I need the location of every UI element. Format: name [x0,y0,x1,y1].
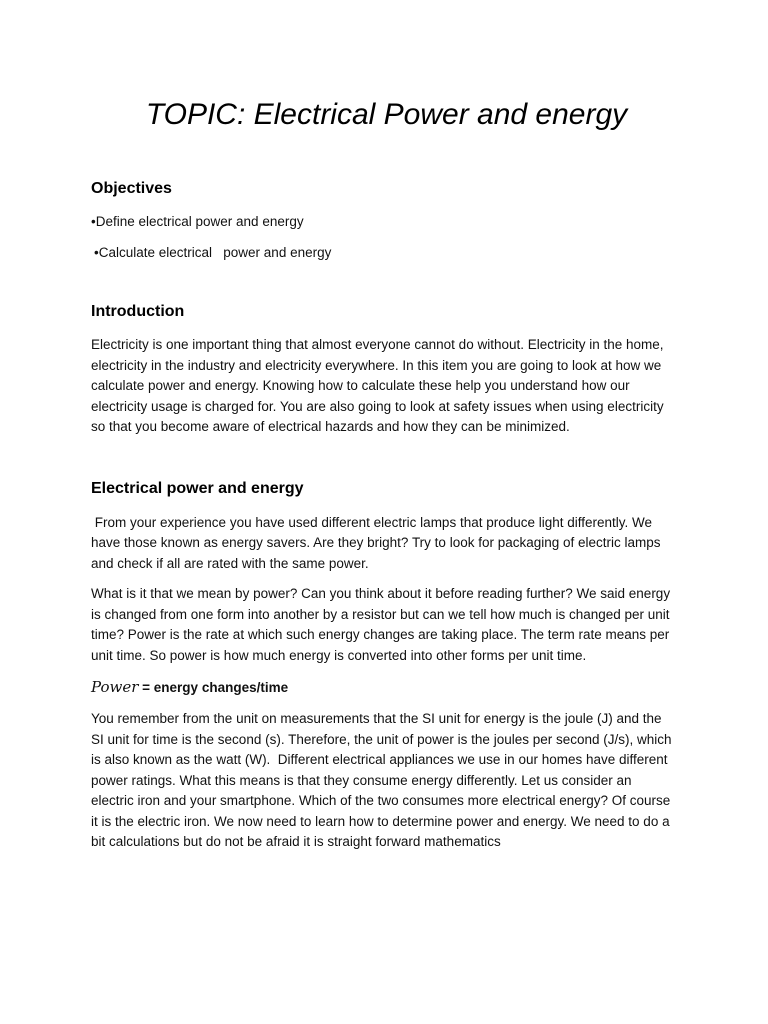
objective-item-define: •Define electrical power and energy [91,214,304,229]
power-definition-paragraph: What is it that we mean by power? Can you think about it before reading further? We said energy is changed from one form into another by a resistor but can we tell how much is changed per unit time? Power is the rate at which such energy changes are taking place. The term rate means per unit time. So power is how much energy is converted into other forms per unit time. [91,586,671,663]
objective-item-calculate: •Calculate electrical power and energy [94,245,332,260]
formula-variable: Power [91,678,139,696]
page-title: TOPIC: Electrical Power and energy [145,98,628,131]
introduction-paragraph: Electricity is one important thing that almost everyone cannot do without. Electricity in the home, electricity in the industry and electricity everywhere. In this item you are going to look at how we calculate power and energy. Knowing how to calculate these help you understand how our electricity usage is charged for. You are also going to look at safety issues when using electricity so that you become aware of electrical hazards and how they can be minimized. [91,337,664,434]
power-formula [91,676,678,699]
si-unit-paragraph: You remember from the unit on measurements that the SI unit for energy is the joule (J) and the SI unit for time is the second (s). Therefore, the unit of power is the joules per second (J/s), which is also known as the watt (W). Different electrical appliances we use in our homes have different power ratings. What this means is that they consume energy differently. Let us consider an electric iron and your smartphone. Which of the two consumes more electrical energy? Of course it is the electric iron. We now need to learn how to determine power and energy. We need to do a bit calculations but do not be afraid it is straight forward mathematics [91,711,676,849]
formula-expression: = energy changes/time [138,680,289,695]
introduction-heading: Introduction [91,303,185,320]
electrical-power-energy-heading: Electrical power and energy [91,479,304,497]
experience-paragraph: From your experience you have used different electric lamps that produce light differently. We have those known as energy savers. Are they bright? Try to look for packaging of electric lamps and check if all are rated with the same power. [91,514,665,571]
objectives-heading: Objectives [91,180,172,197]
